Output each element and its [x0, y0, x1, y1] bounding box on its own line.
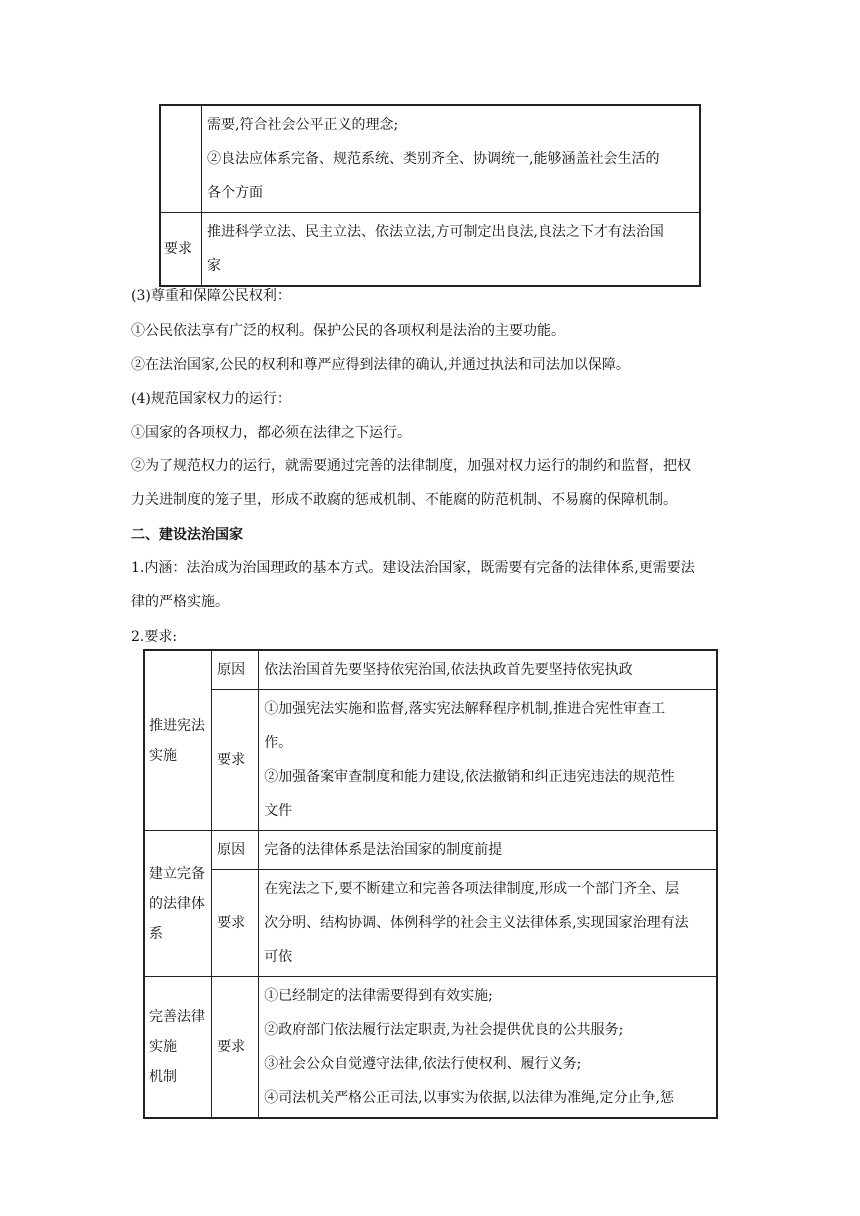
- table-row: [144, 870, 717, 977]
- table-row: [144, 650, 717, 690]
- table-cell: 完备的法律体系是法治国家的制度前提: [259, 831, 717, 870]
- paragraph: ①国家的各项权力，都必须在法律之下运行。: [131, 425, 411, 441]
- table-cell: 依法治国首先要坚持依宪治国,依法执政首先要坚持依宪执政: [259, 650, 717, 690]
- paragraph: ①公民依法享有广泛的权利。保护公民的各项权利是法治的主要功能。: [131, 323, 565, 339]
- row-label: 要求: [160, 213, 202, 287]
- rule-of-law-table: [143, 649, 718, 1119]
- group-name: 推进宪法 实施: [144, 650, 212, 831]
- requirements-label: 2.要求:: [131, 629, 178, 645]
- paragraph: ②为了规范权力的运行，就需要通过完善的法律制度，加强对权力运行的制约和监督，把权 力关进制度的笼子里，形成不敢腐的惩戒机制、不能腐的防范机制、不易腐的保障机制。: [131, 458, 691, 508]
- row-label: 要求: [212, 690, 259, 831]
- group-name: 完善法律 实施 机制: [144, 977, 212, 1119]
- table-cell: 需要,符合社会公平正义的理念; ②良法应体系完备、规范系统、类别齐全、协调统一,能够涵盖社会生活的 各个方面: [202, 105, 701, 213]
- row-label: 原因: [212, 831, 259, 870]
- table-row: [160, 213, 700, 287]
- part-heading: 二、建设法治国家: [131, 527, 243, 543]
- row-label: 原因: [212, 650, 259, 690]
- row-label: 要求: [212, 977, 259, 1119]
- table-cell-empty: [160, 105, 202, 213]
- paragraph: 1.内涵：法治成为治国理政的基本方式。建设法治国家，既需要有完备的法律体系,更需要法 律的严格实施。: [131, 560, 695, 610]
- table-row: [160, 105, 700, 213]
- table-cell: 推进科学立法、民主立法、依法立法,方可制定出良法,良法之下才有法治国 家: [202, 213, 701, 287]
- section-heading: (4)规范国家权力的运行：: [131, 391, 291, 407]
- group-name: 建立完备 的法律体 系: [144, 831, 212, 977]
- table-row: [144, 690, 717, 831]
- table-cell: ①已经制定的法律需要得到有效实施; ②政府部门依法履行法定职责,为社会提供优良的公共服务; ③社会公众自觉遵守法律,依法行使权利、履行义务; ④司法机关严格公正司法,以事实为依据,以法律为准绳,定分止争,惩: [259, 977, 717, 1119]
- table-cell: 在宪法之下,要不断建立和完善各项法律制度,形成一个部门齐全、层 次分明、结构协调、体例科学的社会主义法律体系,实现国家治理有法 可依: [259, 870, 717, 977]
- paragraph: ②在法治国家,公民的权利和尊严应得到法律的确认,并通过执法和司法加以保障。: [131, 357, 630, 373]
- section-heading: (3)尊重和保障公民权利：: [131, 288, 291, 304]
- table-cell: ①加强宪法实施和监督,落实宪法解释程序机制,推进合宪性审查工 作。 ②加强备案审查制度和能力建设,依法撤销和纠正违宪违法的规范性 文件: [259, 690, 717, 831]
- table-row: [144, 977, 717, 1119]
- good-law-table: [159, 104, 701, 287]
- row-label: 要求: [212, 870, 259, 977]
- table-row: [144, 831, 717, 870]
